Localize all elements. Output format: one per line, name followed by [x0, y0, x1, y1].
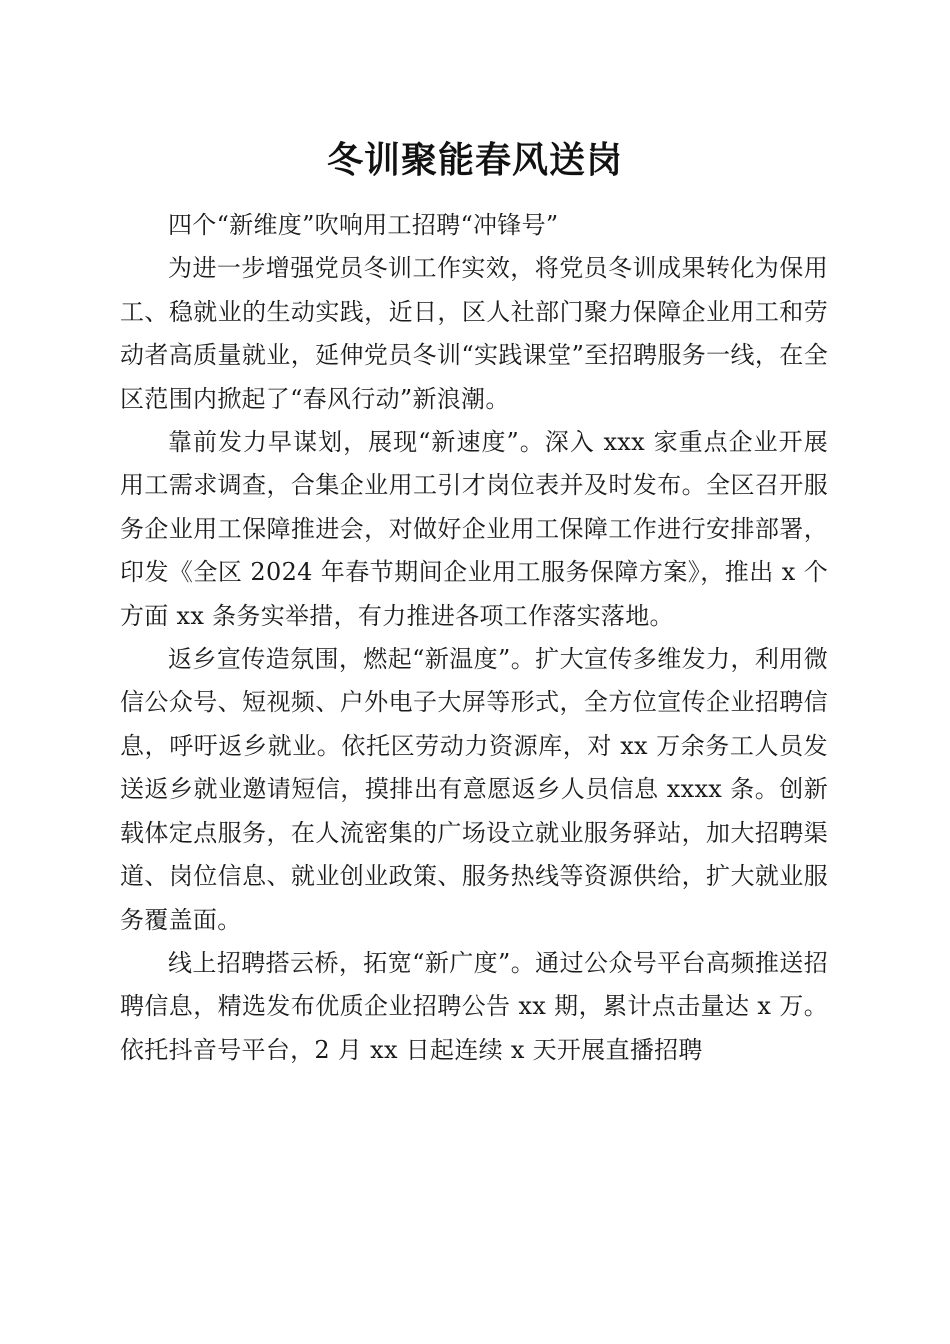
intro-paragraph: 为进一步增强党员冬训工作实效，将党员冬训成果转化为保用工、稳就业的生动实践，近日，区人社部门聚力保障企业用工和劳动者高质量就业，延伸党员冬训“实践课堂”至招聘服务一线，在全区范围内掀起了“春风行动”新浪潮。: [120, 254, 828, 413]
paragraph-new-breadth: 线上招聘搭云桥，拓宽“新广度”。通过公众号平台高频推送招聘信息，精选发布优质企业招聘公告 xx 期，累计点击量达 x 万。依托抖音号平台，2 月 xx 日起连续 x 天开展直播招聘: [120, 948, 828, 1064]
subtitle-paragraph: 四个“新维度”吹响用工招聘“冲锋号”: [168, 211, 559, 239]
document-body: [120, 204, 828, 1072]
paragraph-new-temperature: 返乡宣传造氛围，燃起“新温度”。扩大宣传多维发力，利用微信公众号、短视频、户外电子大屏等形式，全方位宣传企业招聘信息，呼吁返乡就业。依托区劳动力资源库，对 xx 万余务工人员发送返乡就业邀请短信，摸排出有意愿返乡人员信息 xxxx 条。创新载体定点服务，在人流密集的广场设立就业服务驿站，加大招聘渠道、岗位信息、就业创业政策、服务热线等资源供给，扩大就业服务覆盖面。: [120, 645, 828, 934]
paragraph-new-speed: 靠前发力早谋划，展现“新速度”。深入 xxx 家重点企业开展用工需求调查，合集企业用工引才岗位表并及时发布。全区召开服务企业用工保障推进会，对做好企业用工保障工作进行安排部署，印发《全区 2024 年春节期间企业用工服务保障方案》，推出 x 个方面 xx 条务实举措，有力推进各项工作落实落地。: [120, 428, 828, 630]
document-title: 冬训聚能春风送岗: [326, 139, 623, 181]
